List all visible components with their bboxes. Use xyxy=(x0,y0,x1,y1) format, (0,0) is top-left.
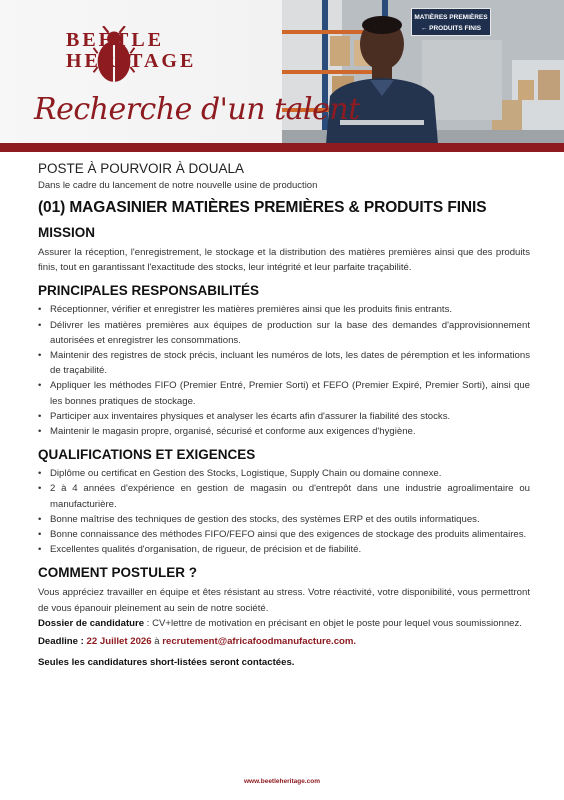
deadline-line xyxy=(38,634,530,649)
tagline: Recherche d'un talent xyxy=(34,92,360,127)
recruitment-email-link[interactable]: recrutement@africafoodmanufacture.com. xyxy=(162,636,357,648)
list-item: • Excellentes qualités d'organisation, de rigueur, de précision et de fiabilité. xyxy=(38,542,530,557)
post-context: Dans le cadre du lancement de notre nouvelle usine de production xyxy=(38,180,318,191)
apply-intro: Vous appréciez travailler en équipe et êtes résistant au stress. Votre réactivité, votre disponibilité, vous permettront de vous épanouir pleinement au sein de notre société. xyxy=(38,587,530,614)
list-item: • Diplôme ou certificat en Gestion des Stocks, Logistique, Supply Chain ou domaine connexe. xyxy=(38,466,530,481)
mission-heading: MISSION xyxy=(38,225,96,240)
dossier-line xyxy=(38,616,530,631)
job-title: (01) MAGASINIER MATIÈRES PREMIÈRES & PRODUITS FINIS xyxy=(38,199,487,216)
list-item: • Réceptionner, vérifier et enregistrer les matières premières ainsi que les produits finis entrants. xyxy=(38,302,530,317)
brand-name xyxy=(66,30,196,72)
responsibilities-list xyxy=(38,302,530,439)
responsibilities-heading: PRINCIPALES RESPONSABILITÉS xyxy=(38,283,260,299)
qualifications-heading: QUALIFICATIONS ET EXIGENCES xyxy=(38,447,256,463)
warehouse-sign xyxy=(411,8,491,36)
post-location: POSTE À POURVOIR À DOUALA xyxy=(38,161,245,176)
dossier-label: Dossier de candidature xyxy=(38,617,145,629)
brand-name-line1: BEETLE xyxy=(66,29,165,51)
list-item: • Bonne connaissance des méthodes FIFO/FEFO ainsi que des exigences de stockage des produits alimentaires. xyxy=(38,527,530,542)
list-item: • Délivrer les matières premières aux équipes de production sur la base des demandes d'approvisionnement autorisées et enregistrer les consommations. xyxy=(38,318,530,348)
sign-line-2: ← PRODUITS FINIS xyxy=(420,25,482,32)
list-item: • Bonne maîtrise des techniques de gestion des stocks, des systèmes ERP et des outils informatiques. xyxy=(38,512,530,527)
apply-heading: COMMENT POSTULER ? xyxy=(38,565,197,581)
dossier-text: : CV+lettre de motivation en précisant en objet le poste pour lequel vous soumissionnez. xyxy=(144,617,522,629)
list-item: • Appliquer les méthodes FIFO (Premier Entré, Premier Sorti) et FEFO (Premier Expiré, Premier Sorti), ainsi que les bonnes pratiques de stockage. xyxy=(38,378,530,408)
qualifications-list xyxy=(38,466,530,557)
shortlist-notice: Seules les candidatures short-listées seront contactées. xyxy=(38,657,295,669)
deadline-date: 22 Juillet 2026 xyxy=(86,636,152,648)
list-item: • Participer aux inventaires physiques et analyser les écarts afin d'assurer la fiabilité des stocks. xyxy=(38,409,530,424)
header-banner xyxy=(0,0,564,152)
accent-bar xyxy=(0,143,564,152)
list-item: • Maintenir des registres de stock précis, incluant les numéros de lots, les dates de péremption et les informations de traçabilité. xyxy=(38,348,530,378)
list-item: • 2 à 4 années d'expérience en gestion de magasin ou d'entrepôt dans une industrie agroalimentaire ou manufacturière. xyxy=(38,481,530,511)
list-item: • Maintenir le magasin propre, organisé, sécurisé et conforme aux exigences d'hygiène. xyxy=(38,424,530,439)
sign-line-2-text: PRODUITS FINIS xyxy=(429,25,482,32)
deadline-mid: à xyxy=(151,636,163,648)
website-link[interactable]: www.beetleheritage.com xyxy=(244,778,320,785)
job-posting xyxy=(38,158,530,670)
mission-text: Assurer la réception, l'enregistrement, le stockage et la distribution des matières premières ainsi que des produits finis, tout en garantissant l'exactitude des stocks, leur intégrité et leur parfaite traçabilité. xyxy=(38,247,530,274)
brand-name-line2: HERITAGE xyxy=(66,50,197,72)
sign-line-1: MATIÈRES PREMIÈRES xyxy=(414,14,488,21)
deadline-label: Deadline : xyxy=(38,636,84,648)
